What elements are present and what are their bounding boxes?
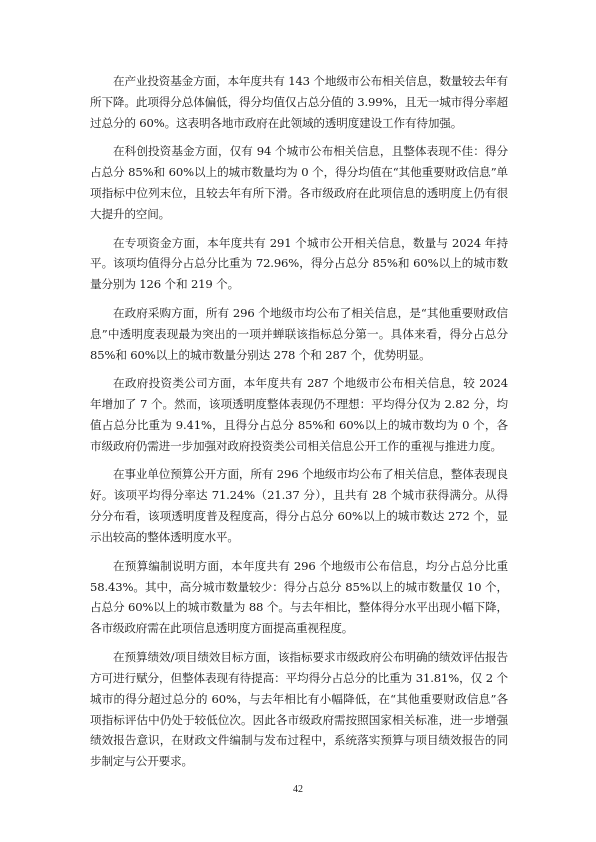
document-body	[90, 71, 508, 780]
paragraph-government-procurement: 在政府采购方面，所有 296 个地级市均公布了相关信息，是“其他重要财政信息”中透明度表现最为突出的一项并蝉联该指标总分第一。具体来看，得分占总分 85%和 60%以上的城市数量分别达 278 个和 287 个，优势明显。	[90, 305, 508, 362]
page-number: 42	[293, 784, 303, 795]
paragraph-government-investment-companies: 在政府投资类公司方面，本年度共有 287 个地级市公布相关信息，较 2024 年增加了 7 个。然而，该项透明度整体表现仍不理想：平均得分仅为 2.82 分，均值占总分比重为 9.41%，且得分占总分 85%和 60%以上的城市数均为 0 个，各市级政府仍需进一步加强对政府投资类公司相关信息公开工作的重视与推进力度。	[90, 376, 508, 453]
paragraph-public-institution-budget: 在事业单位预算公开方面，所有 296 个地级市均公布了相关信息，整体表现良好。该项平均得分率达 71.24%（21.37 分），且共有 28 个城市获得满分。从得分分布看，该项透明度普及程度高，得分占总分 60%以上的城市数达 272 个，显示出较高的整体透明度水平。	[90, 467, 508, 545]
paragraph-tech-investment-fund: 在科创投资基金方面，仅有 94 个城市公布相关信息，且整体表现不佳：得分占总分 85%和 60%以上的城市数量均为 0 个，得分均值在“其他重要财政信息”单项指标中位列末位，且较去年有所下滑。各市级政府在此项信息的透明度上仍有很大提升的空间。	[90, 144, 508, 222]
paragraph-special-funds: 在专项资金方面，本年度共有 291 个城市公开相关信息，数量与 2024 年持平。该项均值得分占总分比重为 72.96%，得分占总分 85%和 60%以上的城市数量分别为 126 个和 219 个。	[90, 235, 508, 292]
paragraph-performance-targets: 在预算绩效/项目绩效目标方面，该指标要求市级政府公布明确的绩效评估报告方可进行赋分，但整体表现有待提高：平均得分占总分的比重为 31.81%，仅 2 个城市的得分超过总分的 60%，与去年相比有小幅降低，在“其他重要财政信息”各项指标评估中仍处于较低位次。因此各市级政府需按照国家相关标准，进一步增强绩效报告意识，在财政文件编制与发布过程中，系统落实预算与项目绩效报告的同步制定与公开要求。	[90, 649, 508, 769]
paragraph-industrial-investment-fund: 在产业投资基金方面，本年度共有 143 个地级市公布相关信息，数量较去年有所下降。此项得分总体偏低，得分均值仅占总分值的 3.99%，且无一城市得分率超过总分的 60%。这表明各地市政府在此领域的透明度建设工作有待加强。	[90, 74, 508, 130]
paragraph-budget-explanation: 在预算编制说明方面，本年度共有 296 个地级市公布信息，均分占总分比重 58.43%。其中，高分城市数量较少：得分占总分 85%以上的城市数量仅 10 个，占总分 60%以上的城市数量为 88 个。与去年相比，整体得分水平出现小幅下降，各市级政府需在此项信息透明度方面提高重视程度。	[90, 558, 508, 636]
